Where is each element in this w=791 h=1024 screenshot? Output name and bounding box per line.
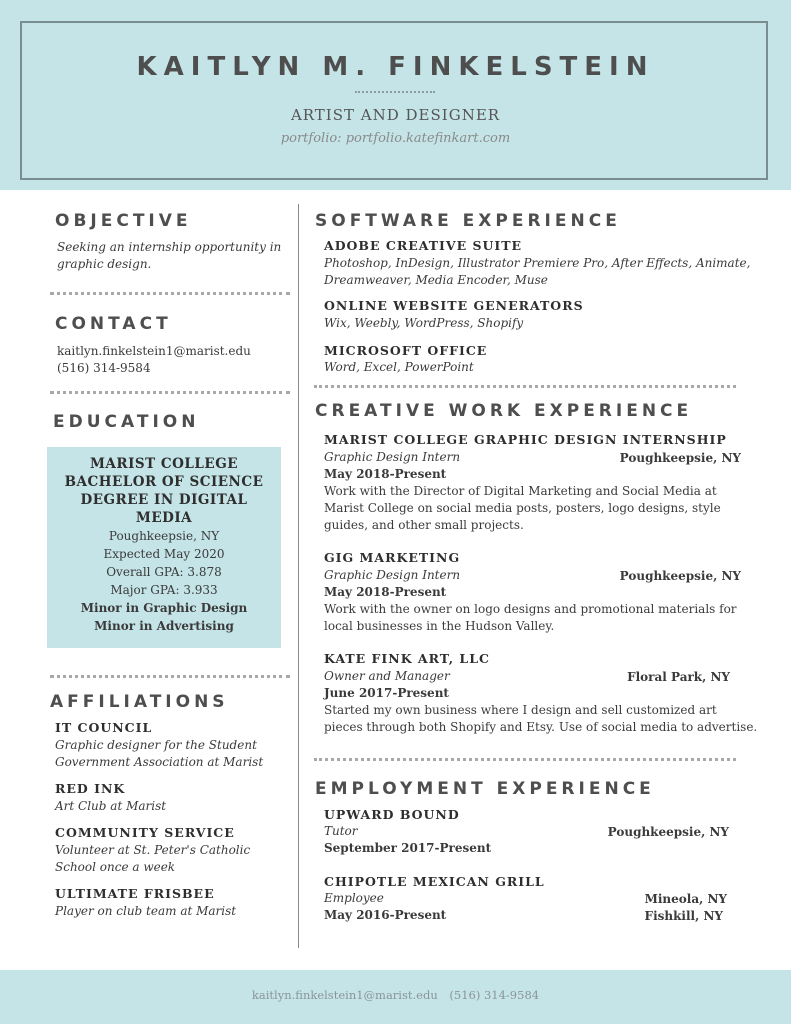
software-desc bbox=[324, 255, 750, 289]
education-degree-line: DEGREE IN DIGITAL bbox=[80, 492, 248, 508]
software-line: Word, Excel, PowerPoint bbox=[324, 360, 474, 374]
job-dates: September 2017-Present bbox=[324, 841, 492, 855]
affiliation-name: ULTIMATE FRISBEE bbox=[55, 886, 215, 901]
software-desc bbox=[324, 315, 523, 332]
objective-line: graphic design. bbox=[57, 257, 152, 271]
education-degree-line: MEDIA bbox=[135, 510, 193, 526]
resume-title: ARTIST AND DESIGNER bbox=[290, 106, 501, 124]
job-dates: May 2018-Present bbox=[324, 467, 447, 481]
education-major-gpa: Major GPA: 3.933 bbox=[110, 583, 218, 597]
education-expected: Expected May 2020 bbox=[103, 547, 225, 561]
employment-heading: EMPLOYMENT EXPERIENCE bbox=[315, 779, 655, 799]
column-divider bbox=[298, 204, 299, 948]
job-dates: June 2017-Present bbox=[324, 686, 449, 700]
contact-heading: CONTACT bbox=[55, 314, 172, 334]
job-location: Poughkeepsie, NY bbox=[607, 825, 729, 839]
job-company: GIG MARKETING bbox=[324, 550, 461, 565]
affiliation-desc bbox=[55, 737, 263, 771]
contact-phone: (516) 314-9584 bbox=[57, 361, 151, 375]
job-desc-line: Work with the Director of Digital Marketing and Social Media at bbox=[324, 484, 717, 498]
objective-text bbox=[57, 239, 281, 273]
software-line: Wix, Weebly, WordPress, Shopify bbox=[324, 316, 524, 330]
job-desc-line: guides, and other small projects. bbox=[324, 518, 524, 532]
affiliation-name: COMMUNITY SERVICE bbox=[55, 825, 235, 840]
affiliation-name: IT COUNCIL bbox=[55, 720, 153, 735]
affiliation-line: School once a week bbox=[55, 860, 176, 874]
portfolio-link[interactable]: portfolio: portfolio.katefinkart.com bbox=[280, 131, 511, 146]
job-role: Tutor bbox=[324, 824, 358, 838]
header-frame bbox=[20, 21, 768, 180]
job-company: UPWARD BOUND bbox=[324, 807, 460, 822]
section-divider bbox=[50, 391, 290, 394]
section-divider bbox=[50, 675, 290, 678]
footer-email[interactable]: kaitlyn.finkelstein1@marist.edu bbox=[251, 988, 438, 1002]
education-location: Poughkeepsie, NY bbox=[108, 529, 220, 543]
job-dates: May 2018-Present bbox=[324, 585, 447, 599]
job-location: Poughkeepsie, NY bbox=[619, 569, 741, 583]
job-desc-line: Started my own business where I design and sell customized art bbox=[324, 703, 717, 717]
objective-line: Seeking an internship opportunity in bbox=[57, 240, 282, 254]
job-role: Employee bbox=[324, 891, 384, 905]
job-company: CHIPOTLE MEXICAN GRILL bbox=[324, 874, 545, 889]
affiliation-desc bbox=[55, 903, 236, 920]
affiliation-line: Art Club at Marist bbox=[55, 799, 167, 813]
footer-phone: (516) 314-9584 bbox=[449, 988, 540, 1002]
job-dates: May 2016-Present bbox=[324, 908, 447, 922]
section-divider bbox=[314, 385, 736, 388]
job-description bbox=[324, 483, 721, 534]
software-line: Dreamweaver, Media Encoder, Muse bbox=[324, 273, 548, 287]
job-desc-line: pieces through both Shopify and Etsy. Use of social media to advertise. bbox=[324, 720, 758, 734]
contact-block bbox=[57, 343, 251, 377]
job-role: Graphic Design Intern bbox=[324, 568, 461, 582]
objective-heading: OBJECTIVE bbox=[55, 211, 192, 231]
creative-heading: CREATIVE WORK EXPERIENCE bbox=[315, 401, 693, 421]
contact-email[interactable]: kaitlyn.finkelstein1@marist.edu bbox=[57, 344, 251, 358]
affiliation-line: Volunteer at St. Peter's Catholic bbox=[55, 843, 251, 857]
affiliations-heading: AFFILIATIONS bbox=[50, 692, 229, 712]
footer-contact bbox=[0, 988, 791, 1002]
job-description bbox=[324, 702, 757, 736]
header-divider bbox=[355, 91, 435, 93]
software-name: MICROSOFT OFFICE bbox=[324, 343, 488, 358]
education-minor: Minor in Graphic Design bbox=[80, 601, 248, 615]
job-desc-line: Work with the owner on logo designs and promotional materials for bbox=[324, 602, 737, 616]
resume-name: KAITLYN M. FINKELSTEIN bbox=[136, 52, 655, 82]
education-heading: EDUCATION bbox=[53, 412, 200, 432]
job-company: KATE FINK ART, LLC bbox=[324, 651, 490, 666]
job-location: Mineola, NY bbox=[644, 892, 727, 906]
education-school: MARIST COLLEGE bbox=[89, 456, 239, 472]
job-description bbox=[324, 601, 737, 635]
education-minor: Minor in Advertising bbox=[94, 619, 234, 633]
education-degree-line: BACHELOR OF SCIENCE bbox=[64, 474, 264, 490]
section-divider bbox=[314, 758, 736, 761]
job-location: Poughkeepsie, NY bbox=[619, 451, 741, 465]
affiliation-name: RED INK bbox=[55, 781, 126, 796]
affiliation-desc bbox=[55, 798, 166, 815]
affiliation-desc bbox=[55, 842, 250, 876]
education-box bbox=[47, 447, 281, 648]
job-role: Graphic Design Intern bbox=[324, 450, 461, 464]
job-desc-line: local businesses in the Hudson Valley. bbox=[324, 619, 555, 633]
software-desc bbox=[324, 359, 474, 376]
job-company: MARIST COLLEGE GRAPHIC DESIGN INTERNSHIP bbox=[324, 432, 727, 447]
education-overall-gpa: Overall GPA: 3.878 bbox=[106, 565, 222, 579]
job-desc-line: Marist College on social media posts, posters, logo designs, style bbox=[324, 501, 721, 515]
affiliation-line: Player on club team at Marist bbox=[55, 904, 237, 918]
software-heading: SOFTWARE EXPERIENCE bbox=[315, 211, 621, 231]
affiliation-line: Government Association at Marist bbox=[55, 755, 264, 769]
software-name: ADOBE CREATIVE SUITE bbox=[324, 238, 523, 253]
software-name: ONLINE WEBSITE GENERATORS bbox=[324, 298, 584, 313]
software-line: Photoshop, InDesign, Illustrator Premiere Pro, After Effects, Animate, bbox=[324, 256, 751, 270]
affiliation-line: Graphic designer for the Student bbox=[55, 738, 257, 752]
section-divider bbox=[50, 292, 290, 295]
job-role: Owner and Manager bbox=[324, 669, 450, 683]
job-location: Floral Park, NY bbox=[627, 670, 730, 684]
job-location-secondary: Fishkill, NY bbox=[644, 909, 723, 923]
